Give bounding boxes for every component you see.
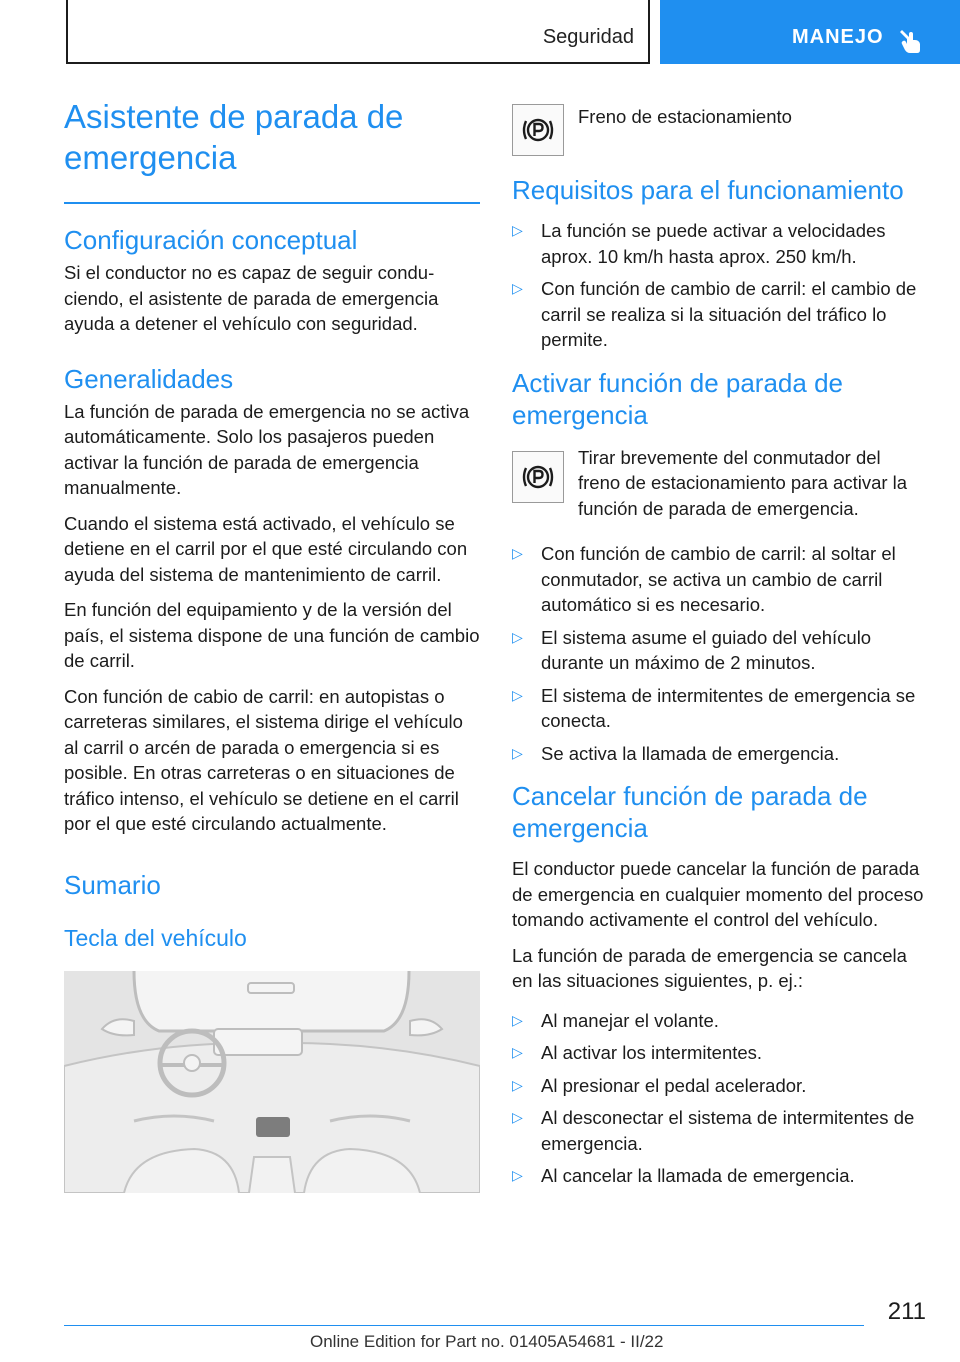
parking-brake-label: Freno de estacionamiento — [578, 106, 792, 127]
cancelar-list — [512, 1008, 927, 1189]
list-item: ▷ Al desconectar el sistema de intermitentes de emergencia. — [512, 1107, 915, 1154]
bullet-triangle-icon: ▷ — [512, 1167, 523, 1183]
bullet-triangle-icon: ▷ — [512, 628, 523, 645]
bullet-triangle-icon: ▷ — [512, 1011, 523, 1028]
edition-note: Online Edition for Part no. 01405A54681 - II/22 — [310, 1332, 664, 1351]
right-column — [512, 104, 927, 1203]
bullet-triangle-icon: ▷ — [512, 1044, 523, 1060]
parking-brake-icon — [512, 104, 564, 156]
bullet-triangle-icon: ▷ — [512, 1076, 523, 1093]
list-item: ▷ Con función de cambio de carril: el cambio de carril se realiza si la situación del tráfico lo permite. — [512, 278, 917, 350]
heading-generalidades: Generalidades — [64, 363, 234, 394]
title-rule — [64, 202, 480, 204]
bullet-triangle-icon: ▷ — [512, 222, 523, 238]
hand-pointer-icon — [896, 26, 926, 56]
header-section-box — [66, 0, 650, 64]
heading-sumario: Sumario — [64, 869, 161, 900]
header-chapter-tab — [660, 0, 960, 64]
paragraph-generalidades-4: Con función de cabio de carril: en autopistas o carreteras similares, el sistema dirige el vehículo al carril o arcén de parada o emergencia si es posible. En otras carreteras o en situaciones de tráfico intenso, el vehículo se detiene en el carril por el que esté circulando actualmente. — [64, 685, 463, 834]
paragraph-cancelar-2: La función de parada de emergencia se cancela en las situaciones siguientes, p. ej.: — [512, 944, 907, 991]
parking-brake-icon — [512, 451, 564, 503]
list-item: ▷ Al presionar el pedal acelerador. — [512, 1073, 927, 1099]
page-number: 211 — [887, 1298, 926, 1325]
bullet-triangle-icon: ▷ — [512, 280, 523, 296]
paragraph-generalidades-2: Cuando el sistema está activado, el vehículo se detiene en el carril por el que esté circulando con ayuda del sistema de mantenimiento de carril. — [64, 512, 468, 585]
paragraph-generalidades-3: En función del equipamiento y de la versión del país, el sistema dispone de una función de cambio de carril. — [64, 599, 480, 671]
heading-cancelar: Cancelar función de parada de emergencia — [512, 781, 868, 843]
vehicle-interior-illustration — [64, 971, 480, 1193]
activar-instruction: Tirar brevemente del conmutador del freno de estacionamiento para activar la función de parada de emergencia. — [578, 446, 908, 519]
bullet-triangle-icon: ▷ — [512, 545, 523, 561]
activar-row — [512, 445, 927, 522]
paragraph-cancelar-1: El conductor puede cancelar la función de parada de emergencia en cualquier momento del proceso tomando activamente el control del vehículo. — [512, 858, 924, 930]
heading-tecla-vehiculo: Tecla del vehículo — [64, 924, 247, 951]
heading-activar: Activar función de parada de emergencia — [512, 367, 843, 430]
heading-config-conceptual: Configuración conceptual — [64, 225, 358, 255]
bullet-triangle-icon: ▷ — [512, 744, 523, 761]
list-item: ▷ La función se puede activar a velocidades aprox. 10 km/h hasta aprox. 250 km/h. — [512, 220, 886, 267]
paragraph-generalidades-1: La función de parada de emergencia no se activa automáticamente. Solo los pasajeros pueden activar la función de parada de emergencia manualmente. — [64, 400, 470, 498]
requisitos-list — [512, 218, 927, 353]
header-section-label: Seguridad — [542, 26, 634, 48]
list-item: ▷ Al manejar el volante. — [512, 1008, 927, 1034]
paragraph-config-conceptual: Si el conductor no es capaz de seguir conduciendo, el asistente de parada de emergencia ayuda a detener el vehículo con seguridad. — [64, 262, 439, 334]
parking-brake-row — [512, 104, 927, 156]
list-item: ▷ Con función de cambio de carril: al soltar el conmutador, se activa un cambio de carril automático si es necesario. — [512, 543, 896, 615]
list-item: ▷ El sistema de intermitentes de emergencia se conecta. — [512, 684, 916, 731]
heading-requisitos: Requisitos para el funcionamiento — [512, 175, 904, 205]
list-item: ▷ Al activar los intermitentes. — [512, 1040, 927, 1066]
list-item: ▷ El sistema asume el guiado del vehículo durante un máximo de 2 minutos. — [512, 626, 872, 673]
page-title: Asistente de parada de emergencia — [64, 98, 404, 176]
list-item: ▷ Al cancelar la llamada de emergencia. — [512, 1163, 927, 1189]
bullet-triangle-icon: ▷ — [512, 686, 523, 703]
footer-rule — [64, 1325, 864, 1326]
header-chapter-label: MANEJO — [792, 26, 884, 48]
list-item: ▷ Se activa la llamada de emergencia. — [512, 741, 927, 767]
activar-list — [512, 541, 927, 766]
left-column — [64, 96, 480, 1193]
bullet-triangle-icon: ▷ — [512, 1109, 523, 1125]
